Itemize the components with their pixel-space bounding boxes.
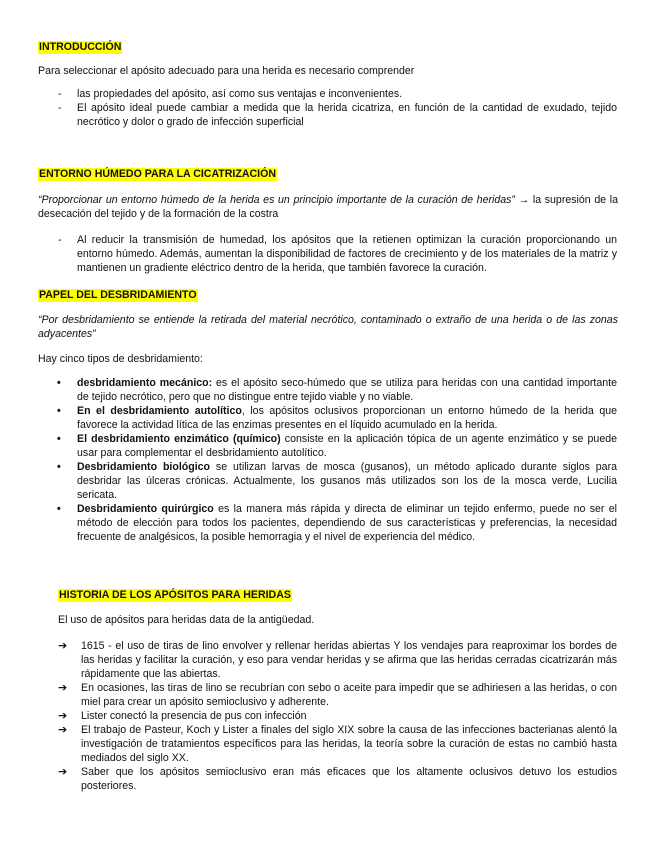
- arrow-bullet-icon: ➔: [58, 724, 68, 736]
- arrow-bullet-icon: ➔: [58, 682, 68, 694]
- humedo-list: [58, 233, 617, 275]
- humedo-heading-text: ENTORNO HÚMEDO PARA LA CICATRIZACIÓN: [39, 168, 276, 180]
- list-item: • Desbridamiento quirúrgico es la manera más rápida y directa de eliminar un tejido enfermo, puede no ser el método de elección para todos los pacientes, dependiendo de sus características y preferencias, la necesidad frecuente de analgésicos, la posible hemorragia y el nivel de experiencia del médico.: [57, 503, 617, 543]
- list-item: • El desbridamiento enzimático (químico) consiste en la aplicación tópica de un agente enzimático y se puede usar para complementar el desbridamiento autolítico.: [57, 433, 617, 459]
- arrow-icon: →: [518, 194, 530, 206]
- list-item: ➔ Saber que los apósitos semioclusivo eran más eficaces que los altamente oclusivos detuvo los estudios posteriores.: [58, 766, 617, 792]
- list-item: ➔ Lister conectó la presencia de pus con infección: [58, 710, 307, 722]
- intro-paragraph: Para seleccionar el apósito adecuado para una herida es necesario comprender: [38, 65, 415, 77]
- list-item: • Desbridamiento biológico se utilizan larvas de mosca (gusanos), un método aplicado durante siglos para desbridar las úlceras crónicas. Actualmente, los gusanos más utilizados son los de la mosca verde, Lucilia sericata.: [57, 461, 617, 501]
- list-item: ➔ 1615 - el uso de tiras de lino envolver y rellenar heridas abiertas Y los vendajes para reaproximar los bordes de las heridas y facilitar la curación, y eso para vendar heridas y se afirma que las heridas cerradas cicatrizarán más rápidamente que las abiertas.: [58, 640, 617, 680]
- desbridamiento-list: [57, 376, 617, 544]
- list-item: - las propiedades del apósito, así como sus ventajas e inconvenientes.: [58, 88, 403, 100]
- list-item: ➔ En ocasiones, las tiras de lino se recubrían con sebo o aceite para impedir que se adhiriesen a las heridas, o con miel para crear un apósito semioclusivo y adherente.: [58, 682, 617, 708]
- historia-paragraph: El uso de apósitos para heridas data de la antigüedad.: [58, 614, 315, 626]
- desbridamiento-quote: “Por desbridamiento se entiende la retirada del material necrótico, contaminado o extraño de una herida o de las zonas adyacentes”: [38, 314, 618, 340]
- intro-heading-text: INTRODUCCIÓN: [39, 41, 122, 53]
- list-item: • desbridamiento mecánico: es el apósito seco-húmedo que se utiliza para heridas con una cantidad importante de tejido necrótico, pero que no distingue entre tejido viable y no viable.: [57, 377, 617, 403]
- intro-list: [58, 87, 617, 129]
- desbridamiento-intro: Hay cinco tipos de desbridamiento:: [38, 353, 203, 365]
- historia-heading-text: HISTORIA DE LOS APÓSITOS PARA HERIDAS: [59, 589, 291, 601]
- historia-heading: [58, 588, 292, 602]
- list-item: • En el desbridamiento autolítico, los apósitos oclusivos proporcionan un entorno húmedo de la herida que favorece la actividad lítica de las enzimas presentes en el líquido acumulado en la herida.: [57, 405, 617, 431]
- list-item: - El apósito ideal puede cambiar a medida que la herida cicatriza, en función de la cantidad de exudado, tejido necrótico y dolor o grado de infección superficial: [58, 102, 617, 128]
- intro-heading: [38, 40, 122, 54]
- list-item: - Al reducir la transmisión de humedad, los apósitos que la retienen optimizan la curación proporcionando un entorno húmedo. Además, aumentan la disponibilidad de factores de crecimiento y de los materiales de la matriz y mantienen un gradiente eléctrico dentro de la herida, que también favorece la curación.: [58, 234, 617, 274]
- arrow-bullet-icon: ➔: [58, 766, 68, 778]
- arrow-bullet-icon: ➔: [58, 710, 68, 722]
- desbridamiento-heading: [38, 288, 198, 302]
- humedo-heading: [38, 167, 277, 181]
- historia-list: [58, 639, 617, 793]
- list-item: ➔ El trabajo de Pasteur, Koch y Lister a finales del siglo XIX sobre la causa de las infecciones bacterianas alentó la investigación de tratamientos específicos para las heridas, la teoría sobre la curación de estas no cambió hasta mediados del siglo XX.: [58, 724, 617, 764]
- humedo-quote: “Proporcionar un entorno húmedo de la herida es un principio importante de la curación de heridas”: [38, 194, 515, 206]
- desbridamiento-heading-text: PAPEL DEL DESBRIDAMIENTO: [39, 289, 197, 301]
- humedo-quote-paragraph: “Proporcionar un entorno húmedo de la herida es un principio importante de la curación de heridas” → la supresión de la desecación del tejido y de la formación de la costra: [38, 194, 618, 220]
- arrow-bullet-icon: ➔: [58, 640, 68, 652]
